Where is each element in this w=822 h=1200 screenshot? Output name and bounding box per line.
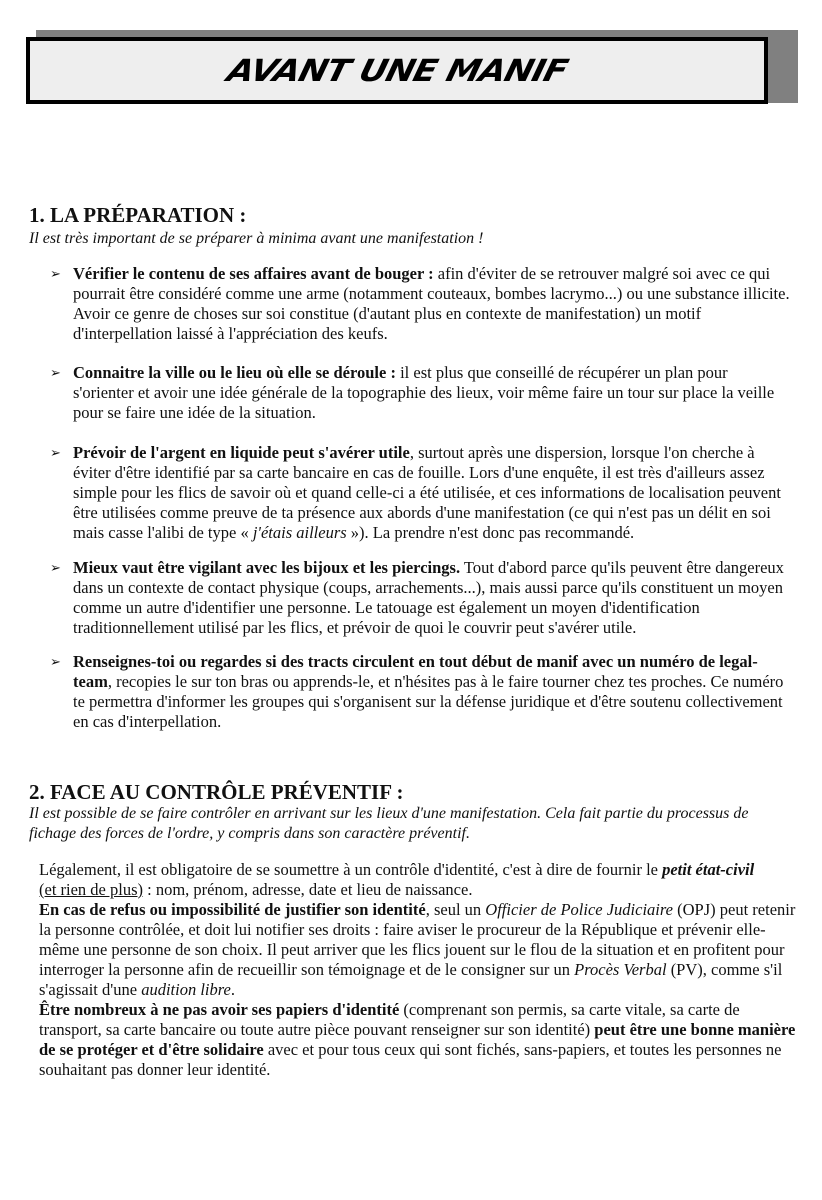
italic-text: audition libre [141, 980, 231, 999]
bold-text: peut être une bonne manière de se protéger et d'être solidaire [39, 1020, 796, 1059]
preparation-list-block [50, 652, 790, 732]
text: (OPJ) peut retenir la personne contrôlée, et doit lui notifier ses droits : faire aviser le procureur de la République et prévenir elle-même une personne de son choix. Il peut arriver que les flics jouent sur le flou de la situation et en profitent pour interroger la personne afin de recueillir son témoignage et de le consigner sur un [39, 900, 796, 979]
list-item [50, 363, 790, 423]
list-item [50, 652, 790, 732]
section-1-subtitle: Il est très important de se préparer à minima avant une manifestation ! [29, 230, 484, 247]
section-2-subtitle: Il est possible de se faire contrôler en arrivant sur les lieux d'une manifestation. Cela fait partie du processus de fichage des forces de l'ordre, y compris dans son caractère préventif. [29, 805, 749, 842]
underlined-text: (et rien de plus) [39, 880, 144, 899]
section-2-heading: 2. FACE AU CONTRÔLE PRÉVENTIF : [29, 780, 404, 804]
arrow-bullet-icon: ➢ [50, 561, 61, 576]
item-title: Mieux vaut être vigilant avec les bijoux et les piercings. [73, 558, 461, 577]
item-text: »). La prendre n'est donc pas recommandé. [346, 523, 635, 542]
control-paragraph [39, 860, 799, 1080]
italic-text: Officier de Police Judiciaire [485, 900, 673, 919]
item-text: , surtout après une dispersion, lorsque l'on cherche à éviter d'être identifié par sa carte bancaire en cas de fouille. Lors d'une enquête, il est très d'ailleurs assez simple pour les flics de savoir où et quand celle-ci a été utilisée, et ces informations de localisation peuvent être utilisées comme preuve de ta présence aux abords d'une manifestation (ce qui n'est pas un délit en soi mais casse l'alibi de type « [73, 443, 781, 542]
section-1-heading: 1. LA PRÉPARATION : [29, 203, 247, 227]
text: , seul un [425, 900, 486, 919]
item-title: Vérifier le contenu de ses affaires avant de bouger : [73, 264, 434, 283]
text: . [230, 980, 235, 999]
item-title: Renseignes-toi ou regardes si des tracts circulent en tout début de manif avec un numéro de legal-team [73, 652, 758, 691]
preparation-list-block [50, 558, 790, 638]
item-text: il est plus que conseillé de récupérer un plan pour s'orienter et avoir une idée générale de la topographie des lieux, voir même faire un tour sur place la veille pour se faire une idée de la situation. [73, 363, 775, 422]
item-title: Connaitre la ville ou le lieu où elle se déroule : [73, 363, 396, 382]
item-text: Tout d'abord parce qu'ils peuvent être dangereux dans un contexte de contact physique (coups, arrachements...), mais aussi parce qu'ils constituent un moyen comme un autre d'identifier une personne. Le tatouage est également un moyen d'identification traditionnellement utilisé par les flics, et prévoir de quoi le couvrir peut s'avérer utile. [73, 558, 784, 637]
bold-text: Être nombreux à ne pas avoir ses papiers d'identité [39, 1000, 400, 1019]
text: (comprenant son permis, sa carte vitale, sa carte de transport, sa carte bancaire ou toute autre pièce pouvant renseigner sur son identité) [39, 1000, 740, 1039]
item-text: afin d'éviter de se retrouver malgré soi avec ce qui pourrait être considéré comme une arme (notamment couteaux, bombes lacrymo...) ou une substance illicite. Avoir ce genre de choses sur soi constitue (d'autant plus en contexte de manifestation) un motif d'interpellation laissé à l'appréciation des keufs. [73, 264, 790, 343]
title-banner [26, 37, 768, 104]
list-item [50, 443, 790, 543]
arrow-bullet-icon: ➢ [50, 446, 61, 461]
text: Légalement, il est obligatoire de se soumettre à un contrôle d'identité, c'est à dire de fournir le [39, 860, 663, 879]
text: : nom, prénom, adresse, date et lieu de naissance. [143, 880, 473, 899]
preparation-list-block [50, 264, 790, 344]
arrow-bullet-icon: ➢ [50, 655, 61, 670]
bold-text: En cas de refus ou impossibilité de justifier son identité [39, 900, 426, 919]
item-text: , recopies le sur ton bras ou apprends-le, et n'hésites pas à le faire tourner chez tes proches. Ce numéro te permettra d'informer les groupes qui s'organisent sur la défense juridique et d'être soutenu collectivement en cas d'interpellation. [73, 672, 784, 731]
list-item [50, 558, 790, 638]
italic-text: Procès Verbal [574, 960, 667, 979]
emphasis: petit état-civil [662, 860, 755, 879]
text: (PV), comme s'il s'agissait d'une [39, 960, 783, 999]
preparation-list-block [50, 363, 790, 423]
arrow-bullet-icon: ➢ [50, 267, 61, 282]
item-italic: j'étais ailleurs [252, 523, 347, 542]
page-title: AVANT UNE MANIF [223, 52, 571, 89]
item-title: Prévoir de l'argent en liquide peut s'avérer utile [73, 443, 410, 462]
list-item [50, 264, 790, 344]
arrow-bullet-icon: ➢ [50, 366, 61, 381]
preparation-list-block [50, 443, 790, 543]
text: avec et pour tous ceux qui sont fichés, sans-papiers, et toutes les personnes ne souhaitant pas donner leur identité. [39, 1040, 782, 1079]
